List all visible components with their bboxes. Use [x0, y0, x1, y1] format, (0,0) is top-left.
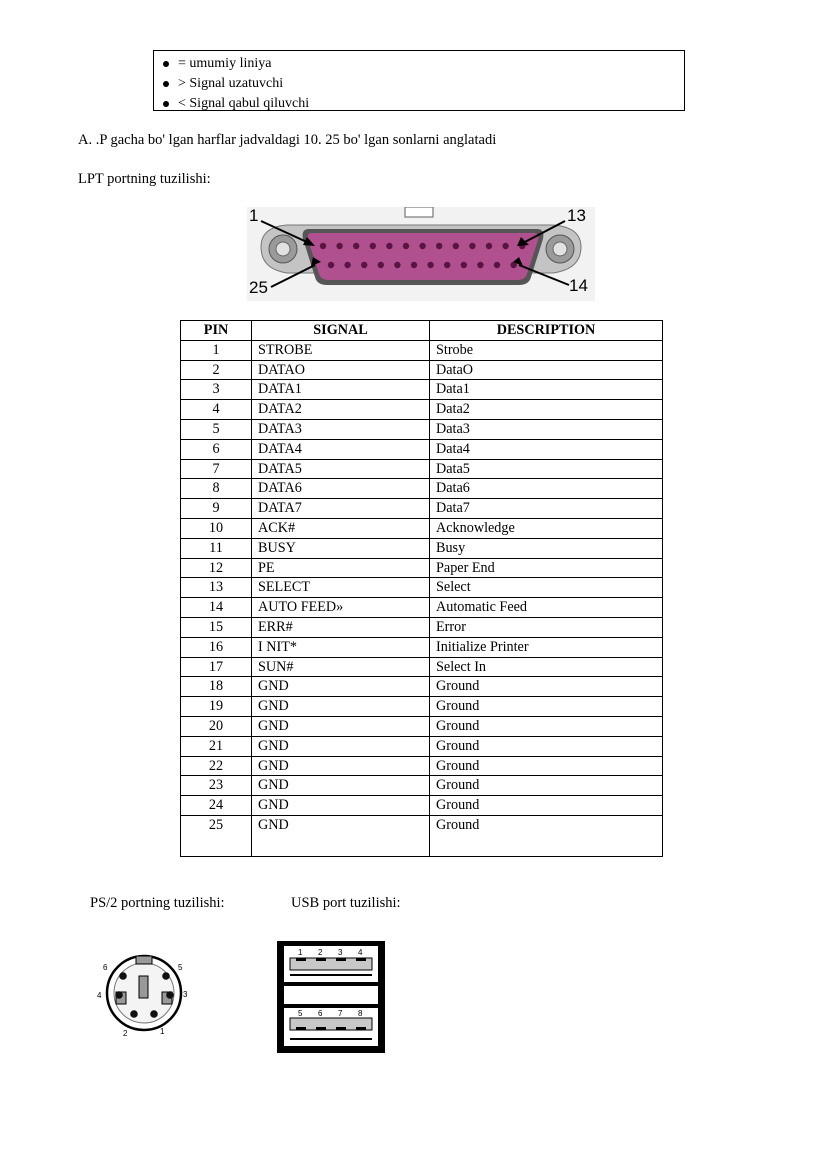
- signal-cell: I NIT*: [252, 637, 430, 657]
- usb-pin-label: 5: [298, 1009, 303, 1018]
- db25-pin-hole: [344, 262, 350, 268]
- usb-pin-label: 7: [338, 1009, 343, 1018]
- pin-cell: 21: [181, 736, 252, 756]
- signal-cell: PE: [252, 558, 430, 578]
- signal-cell: GND: [252, 776, 430, 796]
- db25-pin-hole: [436, 243, 442, 249]
- ps2-pin-label: 5: [178, 963, 183, 972]
- signal-cell: STROBE: [252, 340, 430, 360]
- legend-box: [153, 50, 685, 111]
- description-cell: Data1: [430, 380, 663, 400]
- db25-pin-hole: [370, 243, 376, 249]
- signal-cell: GND: [252, 697, 430, 717]
- description-cell: Data3: [430, 419, 663, 439]
- ps2-heading: PS/2 portning tuzilishi:: [90, 895, 225, 911]
- description-cell: Ground: [430, 697, 663, 717]
- signal-cell: DATA7: [252, 499, 430, 519]
- signal-cell: GND: [252, 677, 430, 697]
- signal-cell: SELECT: [252, 578, 430, 598]
- lpt-pinout-table: [180, 320, 663, 857]
- pin-cell: 17: [181, 657, 252, 677]
- signal-cell: DATA5: [252, 459, 430, 479]
- pin-cell: 3: [181, 380, 252, 400]
- description-cell: Data4: [430, 439, 663, 459]
- table-row: [181, 697, 663, 717]
- description-cell: Data2: [430, 400, 663, 420]
- legend-text: = umumiy liniya: [178, 56, 272, 71]
- signal-cell: DATA4: [252, 439, 430, 459]
- header-signal: SIGNAL: [252, 321, 430, 341]
- db25-pin-hole: [403, 243, 409, 249]
- db25-label-13: 13: [567, 207, 586, 225]
- ps2-pin-label: 4: [97, 991, 102, 1000]
- pin-cell: 9: [181, 499, 252, 519]
- signal-cell: GND: [252, 736, 430, 756]
- signal-cell: ACK#: [252, 518, 430, 538]
- db25-pin-hole: [353, 243, 359, 249]
- table-row: [181, 360, 663, 380]
- legend-item: [154, 54, 684, 74]
- db25-pin-hole: [336, 243, 342, 249]
- table-row: [181, 558, 663, 578]
- db25-pin-hole: [486, 243, 492, 249]
- table-row: [181, 419, 663, 439]
- description-cell: Acknowledge: [430, 518, 663, 538]
- lpt-heading: LPT portning tuzilishi:: [78, 171, 211, 187]
- description-cell: Ground: [430, 736, 663, 756]
- signal-cell: DATA3: [252, 419, 430, 439]
- pin-cell: 13: [181, 578, 252, 598]
- db25-pin-hole: [378, 262, 384, 268]
- table-row: [181, 677, 663, 697]
- db25-pin-hole: [461, 262, 467, 268]
- signal-cell: DATA2: [252, 400, 430, 420]
- db25-pin-hole: [427, 262, 433, 268]
- ps2-pin-label: 2: [123, 1029, 128, 1038]
- db25-pin-hole: [453, 243, 459, 249]
- header-description: DESCRIPTION: [430, 321, 663, 341]
- note-paragraph: A. .P gacha bo' lgan harflar jadvaldagi 10. 25 bo' lgan sonlarni anglatadi: [78, 132, 497, 148]
- legend-text: < Signal qabul qiluvchi: [178, 96, 310, 111]
- description-cell: Automatic Feed: [430, 598, 663, 618]
- usb-pin-label: 2: [318, 948, 323, 957]
- bullet-icon: [163, 101, 169, 107]
- bullet-icon: [163, 61, 169, 67]
- table-row: [181, 400, 663, 420]
- table-row: [181, 796, 663, 816]
- description-cell: Busy: [430, 538, 663, 558]
- description-cell: Ground: [430, 756, 663, 776]
- description-cell: Data6: [430, 479, 663, 499]
- table-row: [181, 459, 663, 479]
- table-row: [181, 736, 663, 756]
- pin-cell: 15: [181, 617, 252, 637]
- db25-label-1: 1: [249, 207, 259, 225]
- pin-cell: 2: [181, 360, 252, 380]
- description-cell: DataO: [430, 360, 663, 380]
- description-cell: Paper End: [430, 558, 663, 578]
- signal-cell: DATA1: [252, 380, 430, 400]
- description-cell: Strobe: [430, 340, 663, 360]
- pin-cell: 23: [181, 776, 252, 796]
- pin-cell: 7: [181, 459, 252, 479]
- table-row: [181, 776, 663, 796]
- pin-cell: 4: [181, 400, 252, 420]
- db25-pin-hole: [502, 243, 508, 249]
- description-cell: Initialize Printer: [430, 637, 663, 657]
- pin-cell: 22: [181, 756, 252, 776]
- bullet-icon: [163, 81, 169, 87]
- pin-cell: 10: [181, 518, 252, 538]
- usb-pin-label: 8: [358, 1009, 363, 1018]
- pin-cell: 5: [181, 419, 252, 439]
- db25-pin-hole: [494, 262, 500, 268]
- legend-item: [154, 74, 684, 94]
- usb-pin-label: 1: [298, 948, 303, 957]
- usb-pin-label: 6: [318, 1009, 323, 1018]
- signal-cell: ERR#: [252, 617, 430, 637]
- table-row: [181, 578, 663, 598]
- description-cell: Select In: [430, 657, 663, 677]
- ps2-pin-label: 1: [160, 1027, 165, 1036]
- signal-cell: DATAO: [252, 360, 430, 380]
- table-row: [181, 598, 663, 618]
- pin-cell: 19: [181, 697, 252, 717]
- table-header-row: [181, 321, 663, 341]
- usb-pin-label: 3: [338, 948, 343, 957]
- pin-cell: 1: [181, 340, 252, 360]
- signal-cell: SUN#: [252, 657, 430, 677]
- table-row: [181, 340, 663, 360]
- description-cell: Ground: [430, 796, 663, 816]
- description-cell: Data5: [430, 459, 663, 479]
- table-row: [181, 479, 663, 499]
- table-row: [181, 380, 663, 400]
- signal-cell: DATA6: [252, 479, 430, 499]
- db25-pin-hole: [419, 243, 425, 249]
- description-cell: Ground: [430, 716, 663, 736]
- db25-connector-image: [247, 207, 595, 301]
- pin-cell: 12: [181, 558, 252, 578]
- legend-text: > Signal uzatuvchi: [178, 76, 284, 91]
- db25-pin-hole: [320, 243, 326, 249]
- table-row: [181, 637, 663, 657]
- db25-pin-hole: [477, 262, 483, 268]
- description-cell: Ground: [430, 776, 663, 796]
- table-row: [181, 538, 663, 558]
- table-row: [181, 657, 663, 677]
- table-row: [181, 815, 663, 856]
- table-row: [181, 617, 663, 637]
- ps2-pin-label: 3: [183, 990, 188, 999]
- description-cell: Ground: [430, 815, 663, 856]
- table-row: [181, 499, 663, 519]
- description-cell: Error: [430, 617, 663, 637]
- table-row: [181, 518, 663, 538]
- signal-cell: GND: [252, 716, 430, 736]
- db25-label-25: 25: [249, 278, 268, 297]
- signal-cell: GND: [252, 796, 430, 816]
- table-row: [181, 716, 663, 736]
- signal-cell: AUTO FEED»: [252, 598, 430, 618]
- pin-cell: 24: [181, 796, 252, 816]
- usb-heading: USB port tuzilishi:: [291, 895, 401, 911]
- signal-cell: BUSY: [252, 538, 430, 558]
- db25-pin-hole: [328, 262, 334, 268]
- table-row: [181, 439, 663, 459]
- db25-pin-hole: [469, 243, 475, 249]
- db25-pin-hole: [394, 262, 400, 268]
- description-cell: Ground: [430, 677, 663, 697]
- ps2-pin-label: 6: [103, 963, 108, 972]
- usb-connector-image: [276, 940, 386, 1054]
- signal-cell: GND: [252, 815, 430, 856]
- db25-pin-hole: [386, 243, 392, 249]
- db25-pin-hole: [411, 262, 417, 268]
- pin-cell: 25: [181, 815, 252, 856]
- db25-pin-hole: [361, 262, 367, 268]
- description-cell: Select: [430, 578, 663, 598]
- pin-cell: 14: [181, 598, 252, 618]
- pin-cell: 16: [181, 637, 252, 657]
- pin-cell: 6: [181, 439, 252, 459]
- usb-pin-label: 4: [358, 948, 363, 957]
- description-cell: Data7: [430, 499, 663, 519]
- pin-cell: 11: [181, 538, 252, 558]
- header-pin: PIN: [181, 321, 252, 341]
- db25-label-14: 14: [569, 276, 588, 295]
- ps2-connector-image: [90, 948, 200, 1043]
- table-row: [181, 756, 663, 776]
- signal-cell: GND: [252, 756, 430, 776]
- legend-item: [154, 94, 684, 114]
- pin-cell: 20: [181, 716, 252, 736]
- pin-cell: 18: [181, 677, 252, 697]
- db25-pin-hole: [444, 262, 450, 268]
- pin-cell: 8: [181, 479, 252, 499]
